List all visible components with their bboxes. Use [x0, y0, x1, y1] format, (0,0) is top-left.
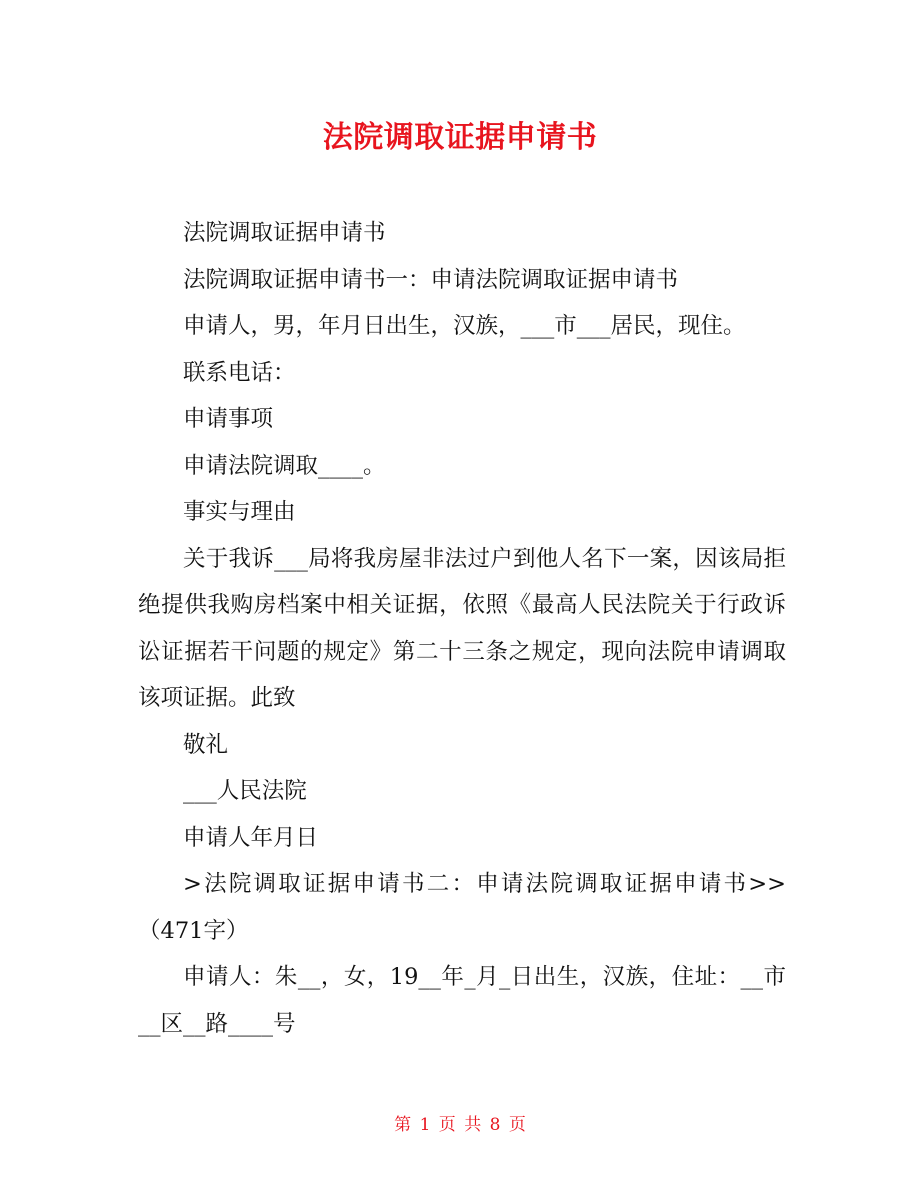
paragraph: 联系电话： — [183, 359, 296, 386]
paragraph: 申请人：朱__，女，19__年_月_日出生，汉族，住址：__市__区__路____号 — [138, 964, 786, 1037]
paragraph: 法院调取证据申请书一：申请法院调取证据申请书 — [183, 266, 679, 293]
document-body — [138, 210, 786, 1047]
paragraph: >法院调取证据申请书二：申请法院调取证据申请书>>（471字） — [138, 871, 786, 944]
page-number-footer: 第 1 页 共 8 页 — [394, 1115, 526, 1135]
paragraph: 申请法院调取____。 — [183, 452, 386, 479]
paragraph: 事实与理由 — [183, 499, 296, 525]
paragraph: 敬礼 — [183, 731, 229, 758]
page-title: 法院调取证据申请书 — [322, 120, 598, 155]
paragraph: 申请人年月日 — [183, 824, 319, 851]
paragraph: 法院调取证据申请书 — [183, 220, 386, 246]
paragraph: 关于我诉___局将我房屋非法过户到他人名下一案，因该局拒绝提供我购房档案中相关证据，依照《最高人民法院关于行政诉讼证据若干问题的规定》第二十三条之规定，现向法院申请调取该项证据。此致 — [138, 545, 786, 711]
paragraph: 申请事项 — [183, 406, 274, 432]
paragraph: 申请人，男，年月日出生，汉族，___市___居民，现住。 — [183, 313, 746, 339]
paragraph: ___人民法院 — [183, 778, 307, 804]
